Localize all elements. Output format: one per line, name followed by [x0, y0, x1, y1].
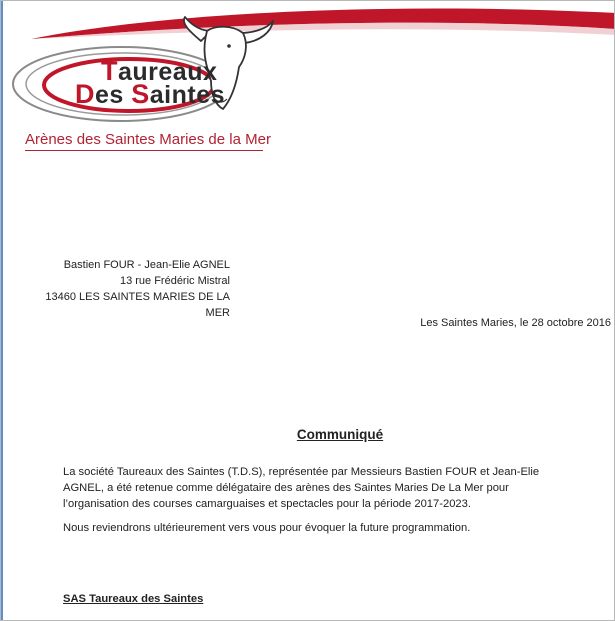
page-title: Communiqué — [296, 427, 384, 442]
logo-subtitle-underline — [25, 150, 263, 151]
body-paragraph-2: Nous reviendrons ultérieurement vers vous pour évoquer la future programmation. — [63, 522, 471, 534]
body-paragraph-1: La société Taureaux des Saintes (T.D.S), représentée par Messieurs Bastien FOUR et Jean-Elie AGNEL, a été retenue comme délégataire des arènes des Saintes Maries De La Mer pour l’organisation des courses camarguaises et spectacles pour la période 2017-2023. — [63, 466, 540, 510]
logo-subtitle: Arènes des Saintes Maries de la Mer — [25, 131, 271, 148]
logo-text-taureaux: Taureaux — [101, 56, 218, 86]
address-city: 13460 LES SAINTES MARIES DE LA MER — [45, 291, 230, 319]
signature: SAS Taureaux des Saintes — [63, 593, 204, 605]
logo-text-des-saintes: Des Saintes — [75, 79, 226, 109]
sender-address — [45, 257, 230, 321]
bull-eye — [227, 44, 231, 48]
address-street: 13 rue Frédéric Mistral — [119, 275, 230, 287]
date-line: Les Saintes Maries, le 28 octobre 2016 — [420, 317, 611, 329]
address-names: Bastien FOUR - Jean-Elie AGNEL — [63, 259, 230, 271]
